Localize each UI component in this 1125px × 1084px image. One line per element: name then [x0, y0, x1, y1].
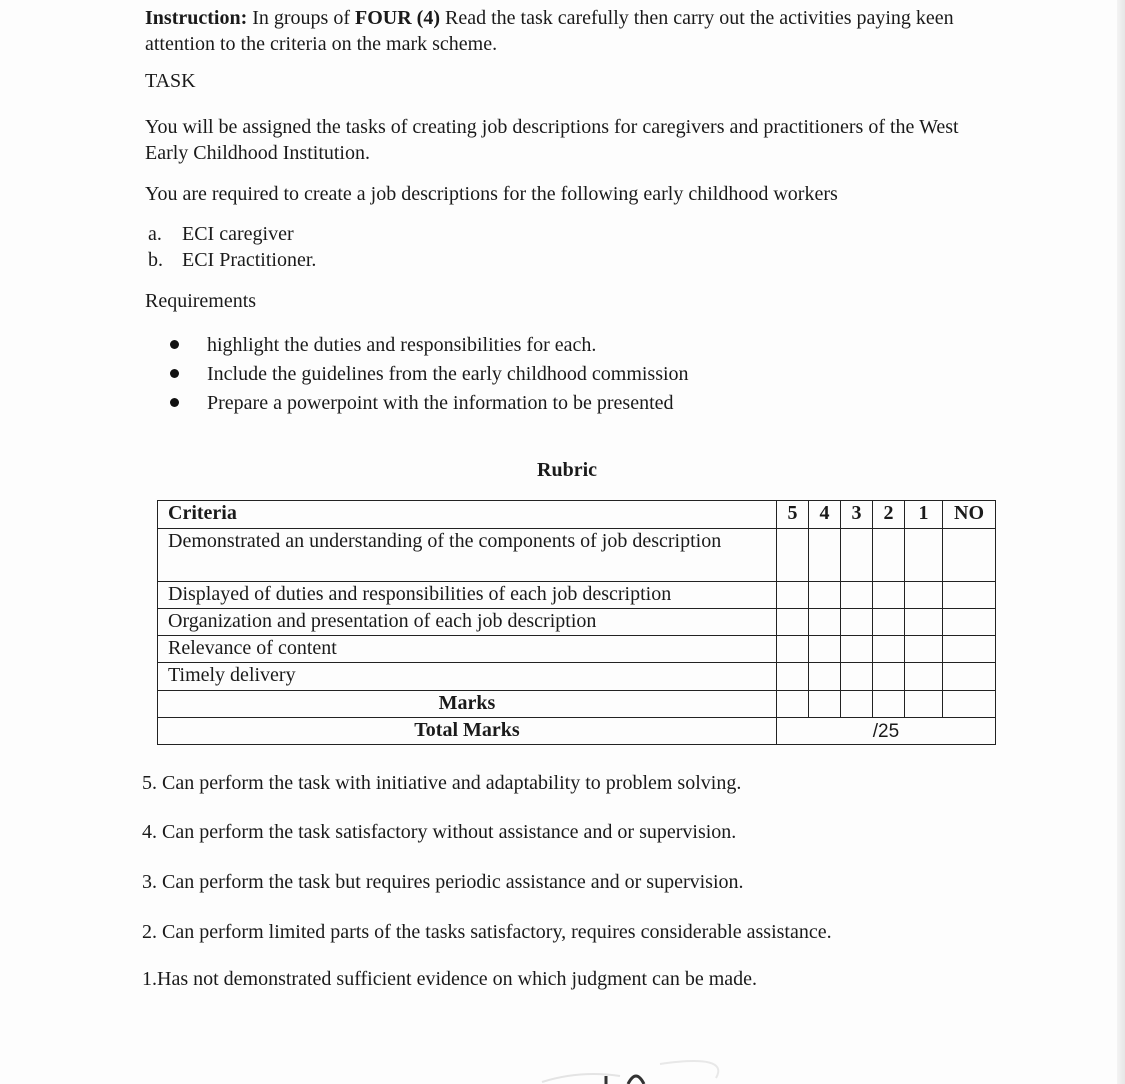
rubric-table: [157, 500, 996, 745]
marks-row: [158, 691, 996, 718]
criteria-cell: Relevance of content: [158, 636, 777, 663]
score-header-3: 3: [841, 501, 873, 529]
requirement-item: [170, 361, 689, 387]
worker-letter: a.: [148, 223, 162, 245]
score-cell: [873, 691, 905, 718]
requirement-text: Include the guidelines from the early childhood commission: [207, 363, 689, 385]
score-header-5: 5: [777, 501, 809, 529]
requirement-item: [170, 332, 596, 358]
scale-item: 4. Can perform the task satisfactory without assistance and or supervision.: [142, 821, 737, 843]
scale-item: 3. Can perform the task but requires periodic assistance and or supervision.: [142, 871, 744, 893]
scan-mark: [540, 1056, 730, 1084]
marks-label: Marks: [158, 691, 777, 718]
score-header-1: 1: [905, 501, 943, 529]
score-cell: [873, 582, 905, 609]
score-cell: [873, 529, 905, 582]
score-cell: [943, 691, 996, 718]
worker-text: ECI Practitioner.: [182, 249, 317, 271]
score-cell: [777, 663, 809, 691]
score-cell: [905, 609, 943, 636]
scale-item: 1.Has not demonstrated sufficient evidence on which judgment can be made.: [142, 968, 757, 990]
instruction-group-size: FOUR (4): [355, 7, 440, 29]
bullet-icon: [170, 398, 179, 407]
table-row: [158, 609, 996, 636]
score-cell: [809, 691, 841, 718]
instruction-paragraph: [145, 5, 1005, 57]
score-cell: [943, 636, 996, 663]
score-cell: [777, 609, 809, 636]
score-cell: [841, 529, 873, 582]
task-heading: TASK: [145, 70, 196, 92]
requirement-text: Prepare a powerpoint with the information to be presented: [207, 392, 674, 414]
score-cell: [841, 691, 873, 718]
score-cell: [777, 691, 809, 718]
bullet-icon: [170, 369, 179, 378]
score-cell: [777, 529, 809, 582]
table-row: [158, 636, 996, 663]
score-cell: [777, 582, 809, 609]
bullet-icon: [170, 340, 179, 349]
criteria-cell: Timely delivery: [158, 663, 777, 691]
table-row: [158, 663, 996, 691]
score-cell: [809, 529, 841, 582]
score-header-2: 2: [873, 501, 905, 529]
scale-item: 2. Can perform limited parts of the tasks satisfactory, requires considerable assistance.: [142, 921, 832, 943]
requirement-item: [170, 390, 674, 416]
score-cell: [873, 663, 905, 691]
criteria-header: Criteria: [158, 501, 777, 529]
score-cell: [905, 691, 943, 718]
total-row: [158, 718, 996, 745]
total-marks-value: /25: [777, 718, 996, 745]
table-row: [158, 582, 996, 609]
instruction-label: Instruction:: [145, 7, 248, 29]
score-header-4: 4: [809, 501, 841, 529]
rubric-header-row: [158, 501, 996, 529]
score-cell: [809, 636, 841, 663]
score-cell: [905, 636, 943, 663]
score-header-no: NO: [943, 501, 996, 529]
score-cell: [841, 609, 873, 636]
worker-item: [148, 221, 294, 247]
criteria-cell: Demonstrated an understanding of the components of job description: [158, 529, 777, 582]
worker-letter: b.: [148, 249, 163, 271]
score-cell: [943, 663, 996, 691]
score-cell: [905, 582, 943, 609]
score-cell: [943, 529, 996, 582]
requirements-heading: Requirements: [145, 290, 257, 312]
table-row: [158, 529, 996, 582]
criteria-cell: Displayed of duties and responsibilities of each job description: [158, 582, 777, 609]
page-edge: [1117, 0, 1125, 1084]
criteria-cell: Organization and presentation of each job description: [158, 609, 777, 636]
score-cell: [873, 609, 905, 636]
scale-item: 5. Can perform the task with initiative and adaptability to problem solving.: [142, 772, 742, 794]
score-cell: [777, 636, 809, 663]
score-cell: [943, 609, 996, 636]
score-cell: [809, 609, 841, 636]
score-cell: [841, 663, 873, 691]
rubric-title: Rubric: [537, 459, 597, 481]
worker-text: ECI caregiver: [182, 223, 294, 245]
total-marks-label: Total Marks: [158, 718, 777, 745]
score-cell: [943, 582, 996, 609]
score-cell: [809, 663, 841, 691]
instruction-text-before: In groups of: [252, 7, 350, 29]
score-cell: [841, 636, 873, 663]
score-cell: [809, 582, 841, 609]
task-paragraph: You will be assigned the tasks of creating job descriptions for caregivers and practitioners of the West Early Childhood Institution.: [145, 116, 959, 164]
score-cell: [841, 582, 873, 609]
worker-item: [148, 247, 316, 273]
instruction-text-after: Read the task carefully then carry out the activities paying keen attention to the criteria on the mark scheme.: [145, 7, 954, 55]
score-cell: [905, 529, 943, 582]
score-cell: [873, 636, 905, 663]
requirement-text: highlight the duties and responsibilities for each.: [207, 334, 597, 356]
score-cell: [905, 663, 943, 691]
task-required-text: You are required to create a job descriptions for the following early childhood workers: [145, 183, 838, 205]
